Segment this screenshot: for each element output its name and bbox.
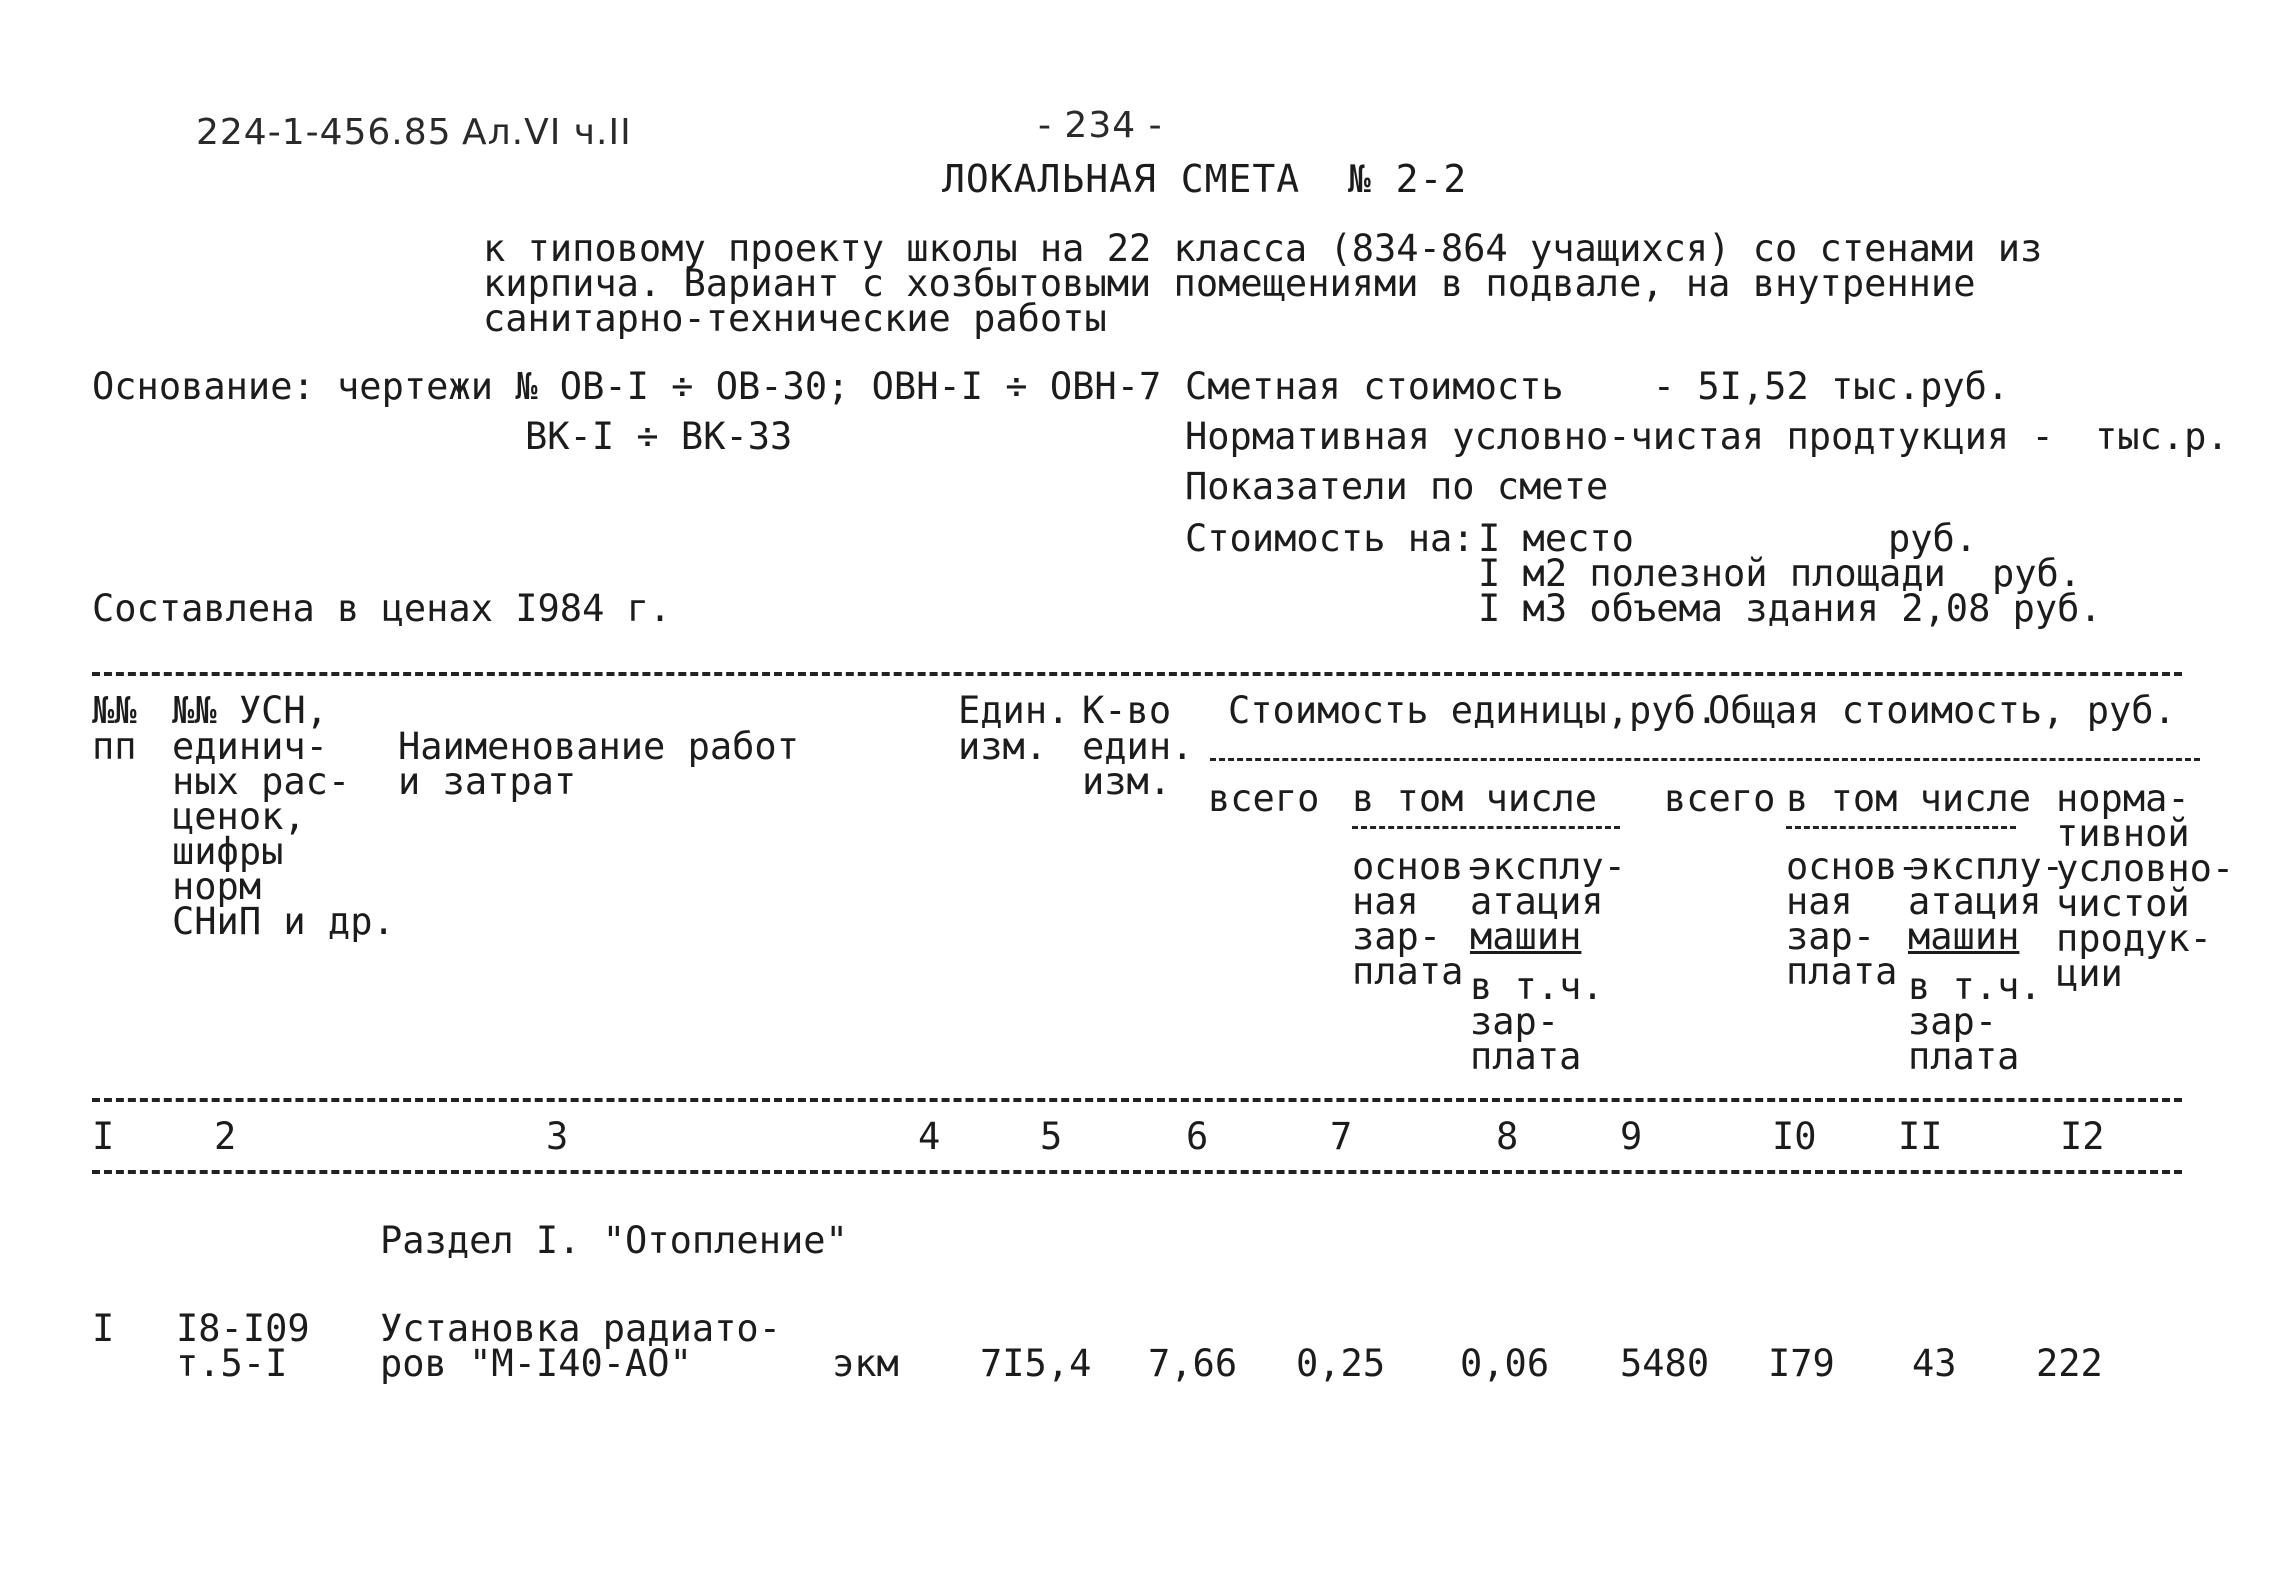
row-unit-total: 7,66 bbox=[1148, 1342, 1238, 1385]
row-total: 5480 bbox=[1620, 1342, 1710, 1385]
cost-on-label: Стоимость на: bbox=[1185, 517, 1475, 560]
col-number-7: 7 bbox=[1330, 1115, 1353, 1158]
row-name-1: Установка радиато- bbox=[380, 1307, 781, 1350]
section-title: Раздел I. "Отопление" bbox=[380, 1219, 848, 1262]
header-code-3: ных рас- bbox=[172, 760, 351, 803]
header-qty-2: един. bbox=[1082, 725, 1194, 768]
header-code-7: СНиП и др. bbox=[172, 900, 395, 943]
table-top-rule bbox=[92, 672, 2182, 676]
row-unit-machines: 0,06 bbox=[1460, 1342, 1550, 1385]
subtitle-line-3: санитарно-технические работы bbox=[483, 297, 1107, 340]
basis-drawings-vk: ВК-I ÷ ВК-33 bbox=[525, 415, 793, 458]
col-number-6: 6 bbox=[1186, 1115, 1209, 1158]
header-code-1: №№ УСН, bbox=[172, 689, 328, 732]
header-unit-cost: Стоимость единицы,руб. bbox=[1228, 689, 1719, 732]
price-basis: Составлена в ценах I984 г. bbox=[92, 587, 672, 630]
indicators-heading: Показатели по смете bbox=[1185, 465, 1609, 508]
header-normative-1: норма- bbox=[2056, 777, 2190, 820]
per-m2-unit: руб. bbox=[1992, 552, 2082, 595]
row-unit: экм bbox=[832, 1342, 899, 1385]
header-code-2: единич- bbox=[172, 725, 328, 768]
header-unit-machines-2: атация bbox=[1470, 880, 1604, 923]
header-unit-2: изм. bbox=[958, 725, 1048, 768]
col-number-8: 8 bbox=[1496, 1115, 1519, 1158]
header-total-machines-3: машин bbox=[1908, 915, 2020, 958]
per-m3: I м3 объема здания 2,08 руб. bbox=[1478, 587, 2102, 630]
group-header-rule bbox=[1210, 758, 2200, 761]
unit-including-rule bbox=[1352, 826, 1620, 829]
row-normative: 222 bbox=[2036, 1342, 2103, 1385]
header-normative-6: ции bbox=[2056, 952, 2123, 995]
header-total-wage-3: зар- bbox=[1786, 915, 1876, 958]
header-unit-1: Един. bbox=[958, 689, 1070, 732]
header-work-name-2: и затрат bbox=[398, 760, 577, 803]
header-total-machines-1: эксплу- bbox=[1908, 845, 2064, 888]
header-unit-wage-1: основ- bbox=[1352, 845, 1486, 888]
col-number-3: 3 bbox=[546, 1115, 569, 1158]
total-including-rule bbox=[1786, 826, 2016, 829]
header-row-number-pp: пп bbox=[92, 725, 137, 768]
per-place: I место bbox=[1478, 517, 1634, 560]
header-qty-1: К-во bbox=[1082, 689, 1172, 732]
row-code-1: I8-I09 bbox=[176, 1307, 310, 1350]
document-title: ЛОКАЛЬНАЯ СМЕТА № 2-2 bbox=[942, 157, 1468, 201]
row-number: I bbox=[92, 1307, 115, 1350]
header-row-number: №№ bbox=[92, 689, 137, 732]
col-number-12: I2 bbox=[2060, 1115, 2105, 1158]
header-unit-machines-wage-3: плата bbox=[1470, 1035, 1582, 1078]
header-unit-wage-4: плата bbox=[1352, 950, 1464, 993]
header-unit-machines-3: машин bbox=[1470, 915, 1582, 958]
col-number-4: 4 bbox=[918, 1115, 941, 1158]
album-reference: Ал.VI ч.II bbox=[462, 112, 632, 153]
header-total-machines-wage-3: плата bbox=[1908, 1035, 2020, 1078]
row-total-machines: 43 bbox=[1912, 1342, 1957, 1385]
header-total-machines-wage-2: зар- bbox=[1908, 1000, 1998, 1043]
header-total-wage-1: основ- bbox=[1786, 845, 1920, 888]
doc-code: 224-1-456.85 bbox=[196, 112, 452, 153]
col-number-2: 2 bbox=[214, 1115, 237, 1158]
basis-drawings: Основание: чертежи № ОВ-I ÷ ОВ-30; ОВН-I ÷ ОВН-7 bbox=[92, 365, 1162, 408]
header-total-including: в том числе bbox=[1786, 777, 2032, 820]
estimated-cost: Сметная стоимость - 5I,52 тыс.руб. bbox=[1185, 365, 2010, 408]
normative-production: Нормативная условно-чистая продтукция - bbox=[1185, 415, 2054, 458]
row-total-wage: I79 bbox=[1768, 1342, 1835, 1385]
header-unit-wage-3: зар- bbox=[1352, 915, 1442, 958]
header-qty-3: изм. bbox=[1082, 760, 1172, 803]
header-code-5: шифры bbox=[172, 830, 284, 873]
header-unit-machines-wage-1: в т.ч. bbox=[1470, 965, 1604, 1008]
subtitle-line-2: кирпича. Вариант с хозбытовыми помещениями в подвале, на внутренние bbox=[483, 262, 1976, 305]
header-total-machines-wage-1: в т.ч. bbox=[1908, 965, 2042, 1008]
header-total-wage-2: ная bbox=[1786, 880, 1853, 923]
col-number-9: 9 bbox=[1620, 1115, 1643, 1158]
row-code-2: т.5-I bbox=[176, 1342, 288, 1385]
col-number-11: II bbox=[1898, 1115, 1943, 1158]
header-unit-machines-wage-2: зар- bbox=[1470, 1000, 1560, 1043]
header-normative-4: чистой bbox=[2056, 882, 2190, 925]
normative-production-unit: тыс.р. bbox=[2095, 415, 2229, 458]
header-code-4: ценок, bbox=[172, 795, 306, 838]
per-m2: I м2 полезной площади bbox=[1478, 552, 1946, 595]
header-normative-2: тивной bbox=[2056, 812, 2190, 855]
header-normative-3: условно- bbox=[2056, 847, 2235, 890]
header-unit-including: в том числе bbox=[1352, 777, 1598, 820]
row-qty: 7I5,4 bbox=[980, 1342, 1092, 1385]
header-total-cost: Общая стоимость, руб. bbox=[1708, 689, 2176, 732]
column-numbers-top-rule bbox=[92, 1098, 2182, 1102]
header-total-total: всего bbox=[1664, 777, 1776, 820]
per-place-unit: руб. bbox=[1888, 517, 1978, 560]
row-name-2: ров "М-I40-АО" bbox=[380, 1342, 692, 1385]
header-work-name-1: Наименование работ bbox=[398, 725, 799, 768]
subtitle-line-1: к типовому проекту школы на 22 класса (834-864 учащихся) со стенами из bbox=[483, 227, 2043, 270]
col-number-1: I bbox=[92, 1115, 115, 1158]
column-numbers-bottom-rule bbox=[92, 1170, 2182, 1174]
header-unit-wage-2: ная bbox=[1352, 880, 1419, 923]
row-unit-wage: 0,25 bbox=[1296, 1342, 1386, 1385]
col-number-10: I0 bbox=[1772, 1115, 1817, 1158]
header-unit-machines-1: эксплу- bbox=[1470, 845, 1626, 888]
header-code-6: норм bbox=[172, 865, 262, 908]
header-normative-5: продук- bbox=[2056, 917, 2212, 960]
header-unit-total: всего bbox=[1208, 777, 1320, 820]
header-total-wage-4: плата bbox=[1786, 950, 1898, 993]
header-total-machines-2: атация bbox=[1908, 880, 2042, 923]
page-number: - 234 - bbox=[1038, 105, 1163, 146]
col-number-5: 5 bbox=[1040, 1115, 1063, 1158]
